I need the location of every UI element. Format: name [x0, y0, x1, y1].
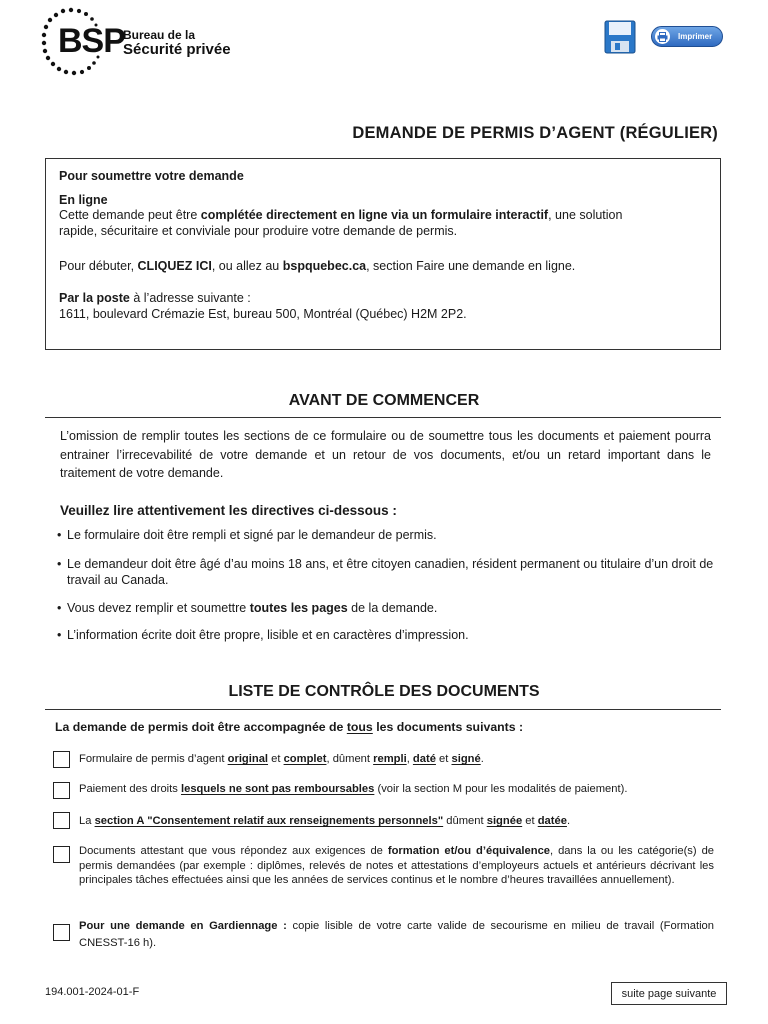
print-button[interactable] [651, 26, 723, 47]
submission-box [45, 158, 721, 350]
checklist-item-training: Documents attestant que vous répondez aux exigences de formation et/ou d’équivalence, dans la ou les catégorie(s) de permis demandées (par exemple : diplômes, relevés de notes et attestations d’employeurs actuels et antérieurs décrivant les principales tâches effectuées ainsi que les années de services continus et le nombre d’heures travaillées annuellement). [79, 845, 715, 886]
directive-item: • Le demandeur doit être âgé d’au moins 18 ans, et être citoyen canadien, résident permanent ou titulaire d’un droit de travail au Canada. [57, 557, 714, 587]
form-code: 194.001-2024-01-F [45, 986, 140, 998]
click-here-link[interactable]: CLIQUEZ ICI [137, 259, 212, 273]
print-button-label: Imprimer [678, 32, 713, 41]
intro-paragraph: L’omission de remplir toutes les sections de ce formulaire ou de soumettre tous les documents et paiement pourra entrainer l’irrecevabilité de votre demande et un retour de vos documents, et/ou un retard important dans le traitement de votre demande. [60, 429, 711, 481]
checklist-item-consent: La section A "Consentement relatif aux renseignements personnels" dûment signée et datée. [79, 815, 571, 827]
checkbox-first-aid[interactable] [53, 924, 70, 941]
save-button[interactable] [604, 20, 636, 54]
printer-icon [655, 29, 670, 44]
checklist-item-payment: Paiement des droits lesquels ne sont pas remboursables (voir la section M pour les modalités de paiement). [79, 783, 628, 795]
checklist-intro: La demande de permis doit être accompagnée de tous les documents suivants : [55, 720, 524, 734]
checklist-title: LISTE DE CONTRÔLE DES DOCUMENTS [228, 683, 540, 700]
logo-acronym: BSP [58, 22, 125, 60]
mail-address: 1611, boulevard Crémazie Est, bureau 500, Montréal (Québec) H2M 2P2. [59, 307, 467, 321]
online-heading: En ligne [59, 193, 108, 207]
floppy-disk-icon [604, 20, 636, 54]
checkbox-section-a[interactable] [53, 812, 70, 829]
bsp-website-link[interactable]: bspquebec.ca [282, 259, 367, 273]
divider [45, 709, 721, 710]
start-instructions: Pour débuter, CLIQUEZ ICI, ou allez au bspquebec.ca, section Faire une demande en ligne. [59, 259, 576, 273]
document-title: DEMANDE DE PERMIS D’AGENT (RÉGULIER) [352, 124, 718, 142]
checkbox-form-original[interactable] [53, 751, 70, 768]
bsp-logo [40, 6, 240, 80]
next-page-note: suite page suivante [611, 982, 727, 1005]
online-paragraph-line-2: rapide, sécuritaire et conviviale pour produire votre demande de permis. [59, 224, 458, 238]
checkbox-payment[interactable] [53, 782, 70, 799]
submit-heading: Pour soumettre votre demande [59, 169, 244, 183]
checklist-item-first-aid: Pour une demande en Gardiennage : copie lisible de votre carte valide de secourisme en milieu de travail (Formation CNESST-16 h). [79, 920, 714, 949]
checklist-item-form: Formulaire de permis d’agent original et complet, dûment rempli, daté et signé. [79, 753, 484, 765]
checkbox-training-documents[interactable] [53, 846, 70, 863]
divider [45, 417, 721, 418]
logo-line-2: Sécurité privée [123, 41, 231, 58]
mail-heading: Par la poste à l’adresse suivante : [59, 291, 251, 305]
directives-heading: Veuillez lire attentivement les directives ci-dessous : [60, 503, 397, 518]
logo-line-1: Bureau de la [123, 28, 196, 42]
online-paragraph-line-1: Cette demande peut être complétée directement en ligne via un formulaire interactif, une solution [59, 208, 623, 222]
before-you-start-title: AVANT DE COMMENCER [288, 392, 480, 409]
